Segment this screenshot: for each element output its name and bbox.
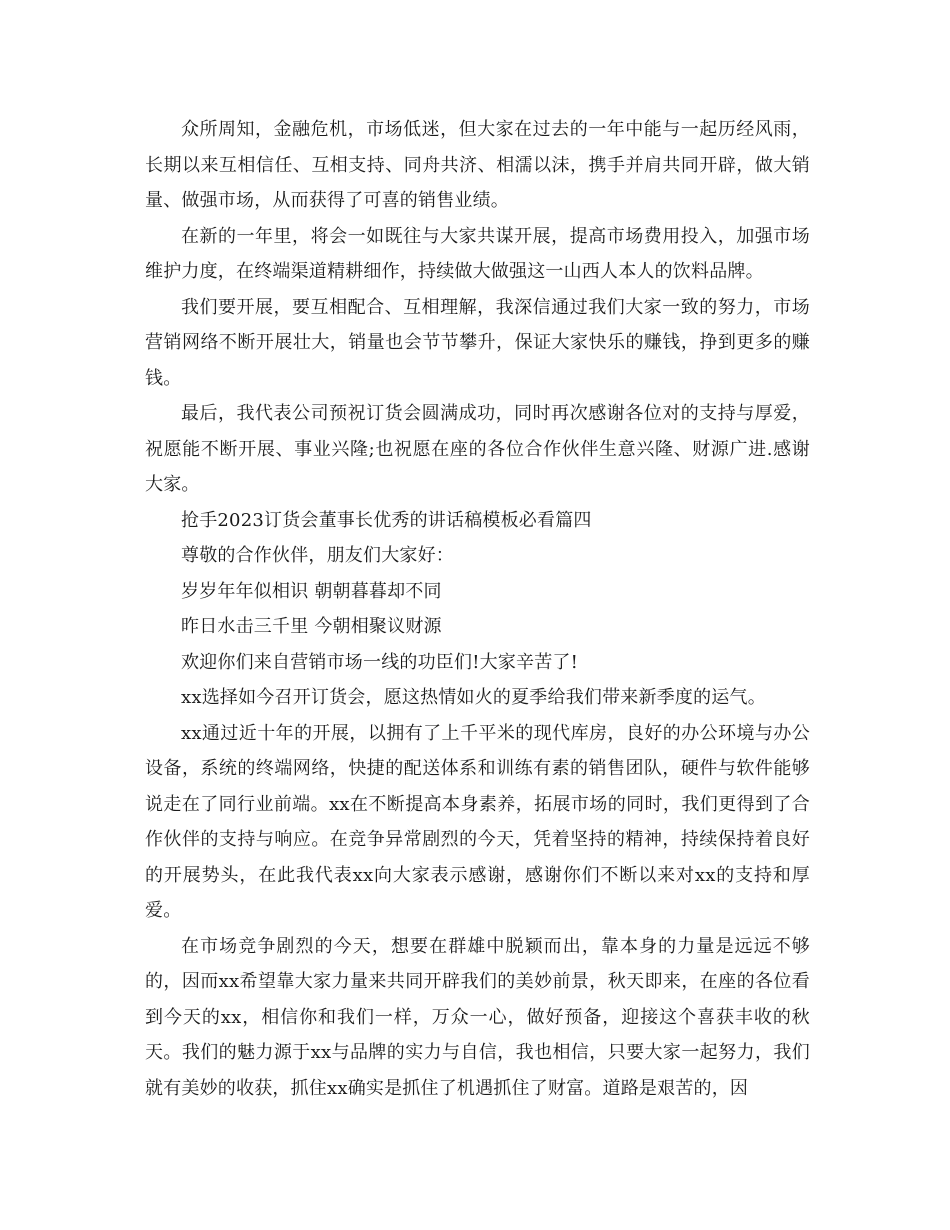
paragraph: 最后，我代表公司预祝订货会圆满成功，同时再次感谢各位对的支持与厚爱，祝愿能不断开展、事业兴隆;也祝愿在座的各位合作伙伴生意兴隆、财源广进.感谢大家。 (145, 403, 810, 495)
paragraph: 在市场竞争剧烈的今天，想要在群雄中脱颖而出，靠本身的力量是远远不够的，因而xx希望靠大家力量来共同开辟我们的美妙前景，秋天即来，在座的各位看到今天的xx，相信你和我们一样，万众一心，做好预备，迎接这个喜获丰收的秋天。我们的魅力源于xx与品牌的实力与自信，我也相信，只要大家一起努力，我们就有美妙的收获，抓住xx确实是抓住了机遇抓住了财富。道路是艰苦的，因 (145, 935, 810, 1099)
paragraph: 在新的一年里，将会一如既往与大家共谋开展，提高市场费用投入，加强市场维护力度，在终端渠道精耕细作，持续做大做强这一山西人本人的饮料品牌。 (145, 225, 810, 282)
paragraph: 我们要开展，要互相配合、互相理解，我深信通过我们大家一致的努力，市场营销网络不断开展壮大，销量也会节节攀升，保证大家快乐的赚钱，挣到更多的赚钱。 (145, 296, 810, 389)
paragraph: 欢迎你们来自营销市场一线的功臣们!大家辛苦了! (181, 651, 579, 673)
salutation: 尊敬的合作伙伴，朋友们大家好： (181, 545, 454, 566)
paragraph: 众所周知，金融危机，市场低迷，但大家在过去的一年中能与一起历经风雨，长期以来互相信任、互相支持、同舟共济、相濡以沫，携手并肩共同开辟，做大销量、做强市场，从而获得了可喜的销售业绩。 (145, 119, 810, 211)
verse-line: 昨日水击三千里 今朝相聚议财源 (181, 616, 442, 637)
paragraph: xx通过近十年的开展，以拥有了上千平米的现代库房，良好的办公环境与办公设备，系统的终端网络，快捷的配送体系和训练有素的销售团队，硬件与软件能够说走在了同行业前端。xx在不断提高本身素养，拓展市场的同时，我们更得到了合作伙伴的支持与响应。在竞争异常剧烈的今天，凭着坚持的精神，持续保持着良好的开展势头，在此我代表xx向大家表示感谢，感谢你们不断以来对xx的支持和厚爱。 (145, 722, 810, 921)
paragraph: xx选择如今召开订货会，愿这热情如火的夏季给我们带来新季度的运气。 (181, 687, 766, 708)
document-body (145, 112, 810, 1106)
verse-line: 岁岁年年似相识 朝朝暮暮却不同 (181, 580, 442, 602)
section-heading: 抢手2023订货会董事长优秀的讲话稿模板必看篇四 (181, 509, 592, 531)
